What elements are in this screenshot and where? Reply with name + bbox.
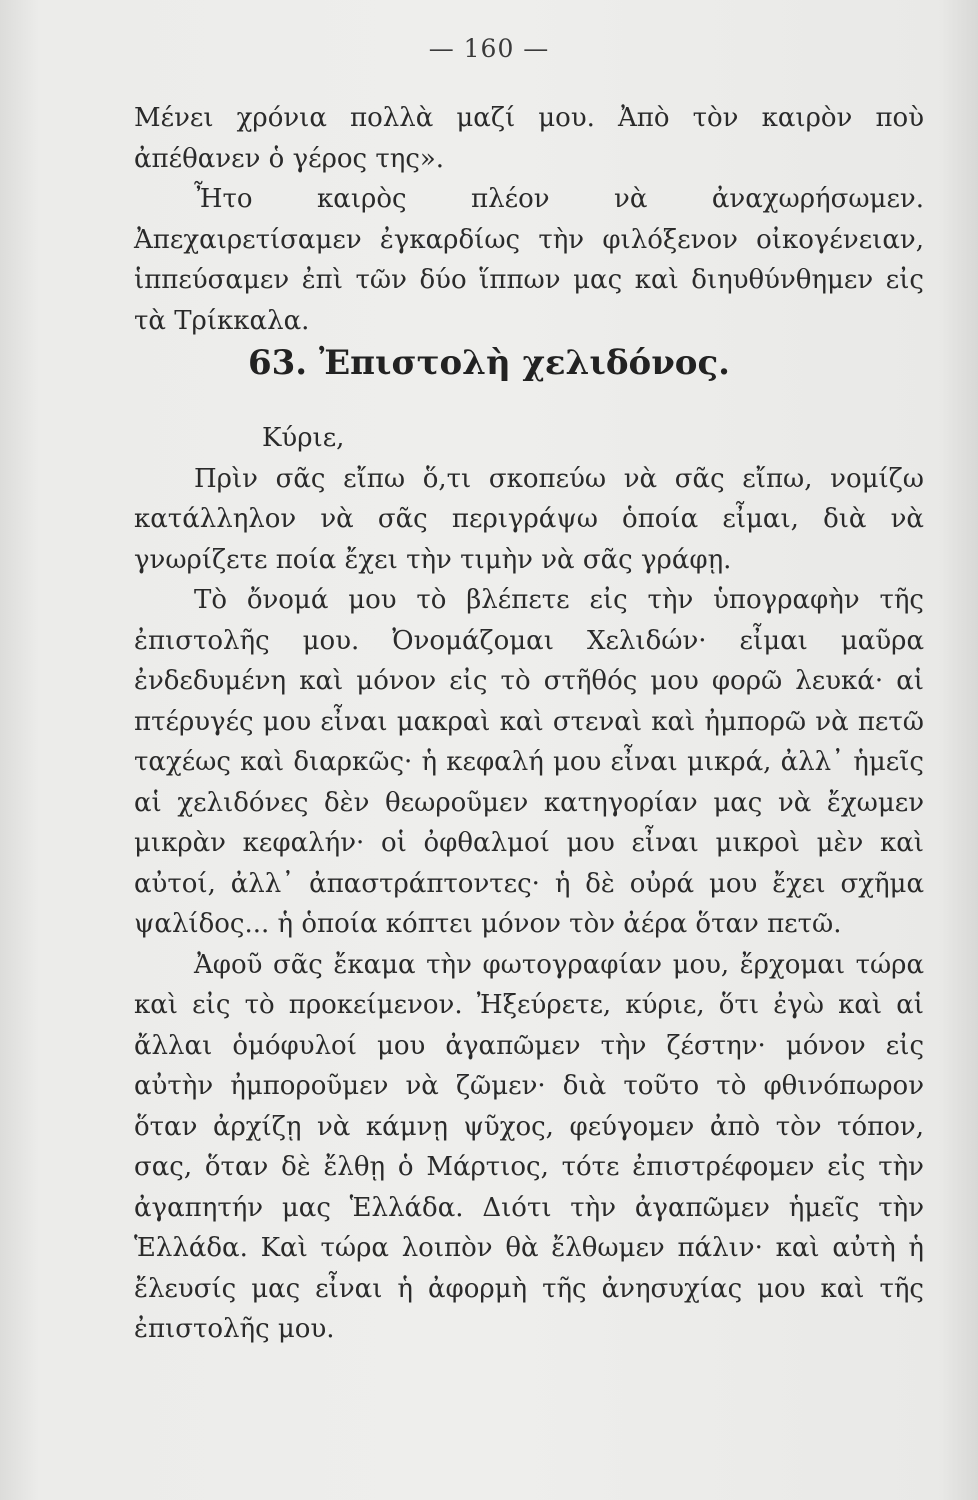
salutation: Κύριε,: [262, 423, 345, 453]
chapter-heading: 63. Ἐπιστολὴ χελιδόνος.: [247, 343, 731, 383]
paragraph: Τὸ ὄνομά μου τὸ βλέπετε εἰς τὴν ὑπογραφὴν τῆς ἐπιστολῆς μου. Ὀνομάζομαι Χελιδών· εἶμαι μαῦρα ἐνδεδυμένη καὶ μόνον εἰς τὸ στῆθός μου φορῶ λευκά· αἱ πτέρυγές μου εἶναι μακραὶ καὶ στεναὶ καὶ ἠμπορῶ νὰ πετῶ ταχέως καὶ διαρκῶς· ἡ κεφαλή μου εἶναι μικρά, ἀλλ᾽ ἡμεῖς αἱ χελιδόνες δὲν θεωροῦμεν κατηγορίαν μας νὰ ἔχωμεν μικρὰν κεφαλήν· οἱ ὀφθαλμοί μου εἶναι μικροὶ μὲν καὶ αὐτοί, ἀλλ᾽ ἀπαστράπτοντες· ἡ δὲ οὐρά μου ἔχει σχῆμα ψαλίδος... ἡ ὁποία κόπτει μόνον τὸν ἀέρα ὅταν πετῶ.: [134, 585, 924, 939]
intro-text: [134, 98, 924, 341]
paragraph: Μένει χρόνια πολλὰ μαζί μου. Ἀπὸ τὸν καιρὸν ποὺ ἀπέθανεν ὁ γέρος της».: [134, 103, 924, 174]
paragraph: Ἀφοῦ σᾶς ἔκαμα τὴν φωτογραφίαν μου, ἔρχομαι τώρα καὶ εἰς τὸ προκείμενον. Ἠξεύρετε, κύριε, ὅτι ἐγὼ καὶ αἱ ἄλλαι ὁμόφυλοί μου ἀγαπῶμεν τὴν ζέστην· μόνον εἰς αὐτὴν ἠμποροῦμεν νὰ ζῶμεν· διὰ τοῦτο τὸ φθινόπωρον ὅταν ἀρχίζῃ νὰ κάμνῃ ψῦχος, φεύγομεν ἀπὸ τὸν τόπον, σας, ὅταν δὲ ἔλθῃ ὁ Μάρτιος, τότε ἐπιστρέφομεν εἰς τὴν ἀγαπητήν μας Ἑλλάδα. Διότι τὴν ἀγαπῶμεν ἡμεῖς τὴν Ἑλλάδα. Καὶ τώρα λοιπὸν θὰ ἔλθωμεν πάλιν· καὶ αὐτὴ ἡ ἔλευσίς μας εἶναι ἡ ἀφορμὴ τῆς ἀνησυχίας μου καὶ τῆς ἐπιστολῆς μου.: [134, 949, 924, 1344]
paragraph: Ἦτο καιρὸς πλέον νὰ ἀναχωρήσωμεν. Ἀπεχαιρετίσαμεν ἐγκαρδίως τὴν φιλόξενον οἰκογένειαν, ἱππεύσαμεν ἐπὶ τῶν δύο ἵππων μας καὶ διηυθύνθημεν εἰς τὰ Τρίκκαλα.: [134, 184, 924, 336]
paragraph: Πρὶν σᾶς εἴπω ὅ,τι σκοπεύω νὰ σᾶς εἴπω, νομίζω κατάλληλον νὰ σᾶς περιγράψω ὁποία εἶμαι, διὰ νὰ γνωρίζετε ποία ἔχει τὴν τιμὴν νὰ σᾶς γράφῃ.: [134, 463, 924, 575]
page-number: — 160 —: [428, 34, 550, 63]
letter-body: [134, 418, 924, 1350]
